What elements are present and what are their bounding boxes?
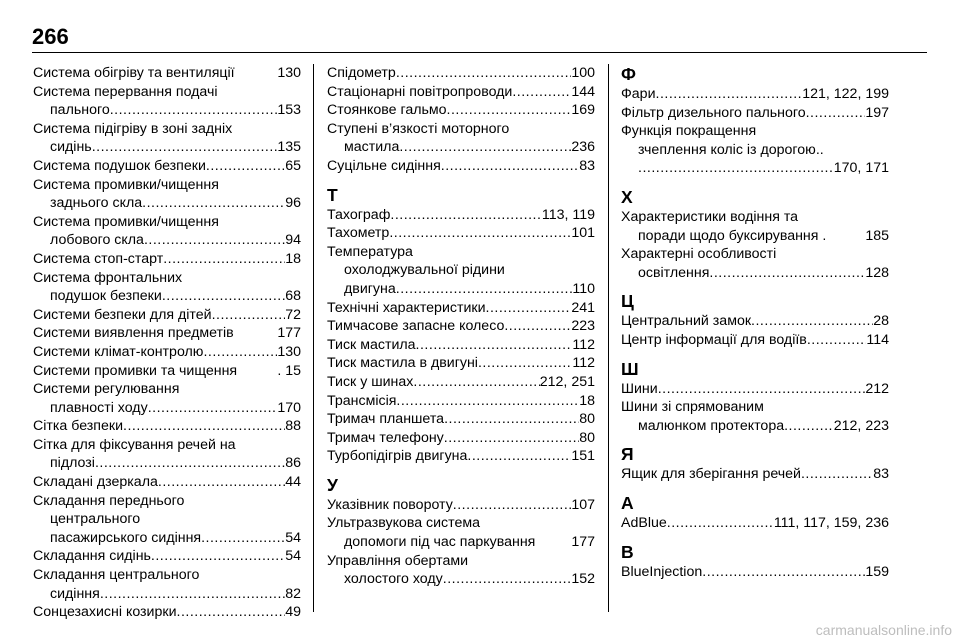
index-entry-text: Складання переднього (33, 492, 185, 509)
dot-leader (702, 563, 865, 582)
index-entry (621, 104, 889, 123)
index-page-ref: 96 (285, 195, 301, 212)
index-entry-text: заднього скла (50, 195, 143, 212)
index-entry-text: Система перервання подачі (33, 83, 218, 100)
index-entry (327, 224, 595, 243)
index-entry-text: Характерні особливості (621, 246, 777, 263)
dot-leader (396, 64, 572, 83)
index-entry-text: Тиск мастила (327, 336, 416, 353)
index-entry-text: Система стоп-старт (33, 250, 164, 267)
index-entry-text: Система фронтальних (33, 269, 183, 286)
dot-leader (443, 570, 572, 589)
index-entry (327, 336, 595, 355)
index-page-ref: 177 (571, 534, 595, 551)
index-entry-text: Функція покращення (621, 123, 757, 140)
index-entry-text: Шини зі спрямованим (621, 399, 764, 416)
index-entry-text: Суцільне сидіння (327, 157, 441, 174)
index-page-ref: 144 (571, 83, 595, 100)
index-entry-text: Ультразвукова система (327, 515, 481, 532)
index-page-ref: 100 (571, 65, 595, 81)
index-entry-text: AdBlue (621, 514, 667, 531)
dot-leader (413, 373, 539, 392)
index-entry (327, 83, 595, 102)
index-page-ref: 80 (579, 411, 595, 428)
index-entry (621, 514, 889, 533)
dot-leader (151, 547, 285, 566)
index-entry-text: Стаціонарні повітропроводи (327, 83, 513, 100)
index-entry-text: Складання центрального (33, 567, 200, 584)
dot-leader (784, 417, 834, 436)
index-entry-text: поради щодо буксирування . (638, 227, 827, 244)
index-entry-text: Технічні характеристики (327, 299, 486, 316)
dot-leader (504, 317, 571, 336)
index-entry-text: Складання сидінь (33, 548, 151, 565)
index-entry-text: двигуна (344, 280, 396, 297)
dot-leader (667, 514, 774, 533)
index-letter-heading: Я (621, 444, 634, 465)
index-entry-text: підлозі (50, 455, 95, 472)
index-entry (327, 120, 595, 157)
index-entry (621, 398, 889, 435)
index-entry (33, 269, 301, 306)
index-entry-text: Сітка для фіксування речей на (33, 436, 236, 453)
index-entry-text: Системи виявлення предметів (33, 325, 234, 342)
dot-leader (144, 231, 285, 250)
index-page-ref: 177 (277, 325, 301, 342)
index-entry-text: Указівник повороту (327, 496, 453, 513)
index-entry (33, 547, 301, 566)
index-entry-text: Температура (327, 243, 413, 260)
dot-leader (206, 157, 285, 176)
index-page-ref: 82 (285, 585, 301, 602)
dot-leader (177, 603, 286, 622)
index-page-ref: 83 (579, 157, 595, 174)
column-divider (313, 64, 314, 612)
index-entry-text: Тахограф (327, 206, 391, 223)
dot-leader (389, 224, 571, 243)
dot-leader (467, 447, 571, 466)
index-entry-text: Система підігріву в зоні задніх (33, 120, 233, 137)
index-entry-text: Сітка безпеки (33, 418, 124, 435)
index-entry-text: Тримач планшета (327, 411, 445, 428)
index-page-ref: 111, 117, 159, 236 (773, 514, 889, 531)
index-column-2 (327, 64, 595, 589)
index-entry-text: Характеристики водіння та (621, 208, 799, 225)
index-page-ref: 49 (285, 604, 301, 621)
dot-leader (235, 64, 274, 83)
index-letter-heading: Т (327, 184, 338, 205)
dot-leader (148, 399, 278, 418)
index-entry (621, 245, 889, 282)
index-letter-heading: B (621, 541, 634, 562)
dot-leader (100, 585, 285, 604)
page-number: 266 (32, 24, 69, 49)
index-entry (327, 206, 595, 225)
dot-leader (709, 264, 865, 283)
index-page-ref: 65 (285, 157, 301, 174)
dot-leader (162, 287, 285, 306)
index-entry (327, 299, 595, 318)
dot-leader (801, 465, 873, 484)
index-entry-text: Системи промивки та чищення (33, 362, 238, 379)
index-entry (621, 563, 889, 582)
index-column-1 (33, 64, 301, 622)
index-page-ref: 112 (572, 336, 595, 353)
index-entry (621, 312, 889, 331)
index-entry-text: пасажирського сидіння (50, 529, 202, 546)
header-rule (32, 52, 927, 53)
index-page-ref: 44 (285, 474, 301, 491)
index-entry-text: Трансмісія (327, 392, 397, 409)
index-entry-text: Ступені в’язкості моторного (327, 120, 510, 137)
index-entry-text: Тиск мастила в двигуні (327, 355, 478, 372)
index-entry (327, 373, 595, 392)
index-letter-heading: A (621, 492, 634, 513)
index-entry-text: мастила (344, 139, 400, 156)
dot-leader (416, 336, 573, 355)
dot-leader (399, 138, 571, 157)
index-entry-text: Тимчасове запасне колесо (327, 318, 505, 335)
index-entry-text: Система промивки/чищення (33, 213, 219, 230)
index-entry-text: Шини (621, 380, 658, 397)
index-entry (33, 417, 301, 436)
index-entry (33, 492, 301, 548)
index-page-ref: 28 (873, 313, 889, 330)
index-page-ref: 68 (285, 288, 301, 305)
index-page-ref: 152 (571, 571, 595, 588)
dot-leader (638, 159, 834, 178)
index-column-3 (621, 64, 889, 581)
dot-leader (142, 194, 285, 213)
index-entry (33, 380, 301, 417)
dot-leader (478, 354, 572, 373)
index-entry-text: Складані дзеркала (33, 474, 158, 491)
index-page-ref: 107 (571, 496, 595, 513)
index-page-ref: 151 (571, 448, 595, 465)
index-entry-text: лобового скла (50, 232, 144, 249)
dot-leader (806, 104, 866, 123)
index-entry (327, 354, 595, 373)
index-entry (33, 603, 301, 622)
index-page-ref: 170 (277, 399, 301, 416)
index-entry-text: холостого ходу (344, 571, 443, 588)
index-page-ref: 113, 119 (541, 206, 595, 223)
index-entry (327, 317, 595, 336)
index-entry-text: Тахометр (327, 225, 390, 242)
index-entry-text: малюнком протектора (638, 417, 785, 434)
dot-leader (110, 101, 278, 120)
index-entry (33, 83, 301, 120)
index-entry (33, 343, 301, 362)
index-entry (33, 362, 301, 381)
dot-leader (486, 299, 572, 318)
index-entry-text: BlueInjection (621, 563, 703, 580)
dot-leader (751, 312, 873, 331)
dot-leader (441, 157, 579, 176)
index-page-ref: 94 (285, 232, 301, 249)
dot-leader (123, 417, 285, 436)
column-divider (608, 64, 609, 612)
index-entry-text: Система промивки/чищення (33, 176, 219, 193)
index-entry (33, 473, 301, 492)
dot-leader (658, 380, 866, 399)
index-entry (33, 157, 301, 176)
index-page-ref: 128 (865, 264, 889, 281)
index-entry-text: пального (50, 102, 110, 119)
index-entry-text: охолоджувальної рідини (344, 262, 505, 279)
index-page-ref: 80 (579, 429, 595, 446)
watermark: carmanualsonline.info (815, 622, 952, 638)
index-page-ref: 86 (285, 455, 301, 472)
dot-leader (95, 454, 285, 473)
index-entry-text: Тиск у шинах (327, 373, 414, 390)
index-entry-text: Тримач телефону (327, 429, 444, 446)
index-entry-text: Центр інформації для водіїв (621, 331, 807, 348)
index-entry-text: подушок безпеки (50, 288, 162, 305)
index-entry (327, 514, 595, 551)
index-entry-text: плавності ходу (50, 399, 148, 416)
index-page-ref: 236 (571, 139, 595, 156)
index-entry (621, 85, 889, 104)
index-entry (33, 566, 301, 603)
index-letter-heading: Ф (621, 64, 636, 84)
index-entry (621, 122, 889, 178)
index-entry (327, 64, 595, 83)
index-page-ref: 130 (277, 343, 301, 360)
index-page-ref: 72 (285, 306, 301, 323)
index-entry (33, 176, 301, 213)
index-entry (327, 410, 595, 429)
index-entry (33, 436, 301, 473)
index-page-ref: 212 (865, 380, 889, 397)
index-entry (33, 324, 301, 343)
dot-leader (396, 280, 573, 299)
index-page-ref: 54 (285, 548, 301, 565)
index-entry (327, 447, 595, 466)
index-entry (33, 120, 301, 157)
dot-leader (212, 306, 286, 325)
dot-leader (396, 392, 579, 411)
index-entry-text: зчеплення коліс із дорогою.. (638, 141, 824, 158)
index-page-ref: 159 (865, 563, 889, 580)
dot-leader (807, 331, 867, 350)
index-page-ref: 114 (866, 331, 889, 348)
dot-leader (512, 83, 571, 102)
index-page-ref: 112 (572, 355, 595, 372)
index-entry-text: допомоги під час паркування (344, 534, 536, 551)
dot-leader (444, 410, 579, 429)
index-entry (33, 64, 301, 83)
index-page-ref: 18 (285, 250, 301, 267)
index-entry-text: Системи регулювання (33, 381, 180, 398)
index-entry (33, 250, 301, 269)
dot-leader (444, 429, 579, 448)
index-letter-heading: У (327, 474, 338, 495)
index-entry-text: Турбопідігрів двигуна (327, 448, 468, 465)
index-entry-text: Система обігріву та вентиляції (33, 65, 235, 81)
index-entry (327, 392, 595, 411)
index-entry-text: центрального (50, 511, 141, 528)
index-entry-text: сидіння (50, 585, 100, 602)
index-entry-text: Система подушок безпеки (33, 157, 206, 174)
dot-leader (535, 533, 567, 552)
index-letter-heading: Ш (621, 358, 639, 379)
index-entry-text: сидінь (50, 139, 92, 156)
index-letter-heading: Х (621, 186, 633, 207)
index-entry (621, 208, 889, 245)
index-page-ref: 83 (873, 466, 889, 483)
index-page-ref: 197 (865, 104, 889, 121)
dot-leader (656, 85, 803, 104)
index-entry-text: Центральний замок (621, 313, 752, 330)
dot-leader (390, 206, 542, 225)
dot-leader (158, 473, 285, 492)
index-entry (327, 429, 595, 448)
index-page-ref: 110 (572, 280, 595, 297)
index-page-ref: 135 (277, 139, 301, 156)
index-entry (621, 380, 889, 399)
index-page-ref: 18 (579, 392, 595, 409)
index-entry (621, 331, 889, 350)
index-letter-heading: Ц (621, 291, 634, 312)
index-entry-text: Системи клімат-контролю (33, 343, 204, 360)
index-page-ref: 54 (285, 529, 301, 546)
index-page-ref: 121, 122, 199 (802, 86, 889, 102)
index-entry (33, 213, 301, 250)
index-entry-text: Сонцезахисні козирки (33, 604, 177, 621)
index-entry (621, 465, 889, 484)
index-page-ref: 101 (571, 225, 595, 242)
index-entry-text: Фари (621, 86, 656, 102)
index-entry (33, 306, 301, 325)
index-entry (327, 243, 595, 299)
index-page-ref: . 15 (277, 362, 301, 379)
index-entry-text: Системи безпеки для дітей (33, 306, 212, 323)
dot-leader (237, 362, 273, 381)
index-page-ref: 185 (865, 227, 889, 244)
dot-leader (234, 324, 274, 343)
index-entry-text: Спідометр (327, 65, 396, 81)
index-entry-text: освітлення (638, 264, 710, 281)
index-page-ref: 170, 171 (833, 160, 889, 177)
index-entry (327, 496, 595, 515)
index-page-ref: 241 (571, 299, 595, 316)
index-entry-text: Фільтр дизельного пального (621, 104, 806, 121)
index-page-ref: 223 (571, 318, 595, 335)
dot-leader (447, 101, 572, 120)
index-page-ref: 88 (285, 418, 301, 435)
index-entry (327, 101, 595, 120)
index-page-ref: 169 (571, 102, 595, 119)
dot-leader (453, 496, 572, 515)
index-entry-text: Стоянкове гальмо (327, 102, 447, 119)
dot-leader (92, 138, 278, 157)
dot-leader (201, 529, 285, 548)
index-page-ref: 130 (277, 65, 301, 81)
index-page-ref: 212, 223 (833, 417, 889, 434)
index-entry-text: Управління обертами (327, 552, 469, 569)
dot-leader (203, 343, 277, 362)
dot-leader (163, 250, 285, 269)
index-entry-text: Ящик для зберігання речей (621, 466, 801, 483)
index-entry (327, 157, 595, 176)
index-page-ref: 153 (277, 102, 301, 119)
index-page-ref: 212, 251 (539, 373, 595, 390)
index-entry (327, 552, 595, 589)
dot-leader (826, 227, 861, 246)
